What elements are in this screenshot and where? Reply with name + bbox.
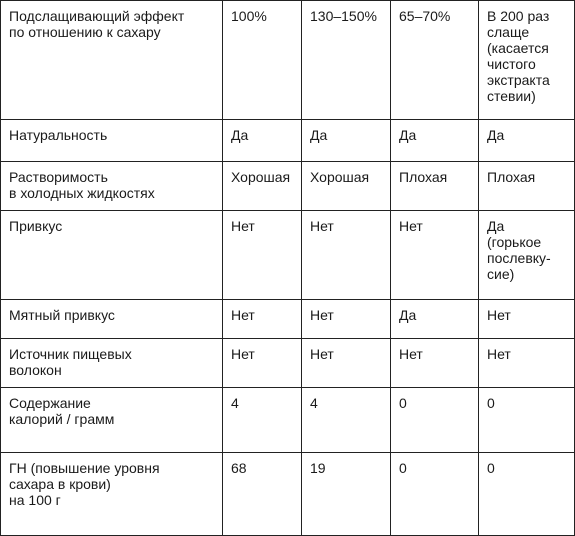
table-row (1, 211, 575, 300)
table-row (1, 339, 575, 388)
table-cell: 4 (223, 388, 302, 453)
table-cell: 100% (223, 1, 302, 120)
table-cell: 19 (302, 453, 391, 536)
table-cell: Да (391, 120, 479, 162)
table-row (1, 300, 575, 339)
table-cell: Хорошая (223, 162, 302, 211)
row-label-solubility: Растворимость в холодных жидкостях (1, 162, 223, 211)
row-label-mint-aftertaste: Мятный привкус (1, 300, 223, 339)
table-cell: Нет (223, 300, 302, 339)
table-cell: 130–150% (302, 1, 391, 120)
table-cell: Нет (223, 211, 302, 300)
row-label-dietary-fiber: Источник пищевых волокон (1, 339, 223, 388)
table-cell: 4 (302, 388, 391, 453)
table-cell: 0 (391, 453, 479, 536)
row-label-glycemic-load: ГН (повышение уровня сахара в крови) на 100 г (1, 453, 223, 536)
table-cell: Нет (302, 211, 391, 300)
table-cell: Плохая (479, 162, 575, 211)
table-cell: Да (горькое послевку- сие) (479, 211, 575, 300)
table-cell: Нет (302, 339, 391, 388)
row-label-aftertaste: Привкус (1, 211, 223, 300)
table-cell: Да (479, 120, 575, 162)
table-cell: Нет (391, 339, 479, 388)
table-row (1, 453, 575, 536)
table-cell: Нет (479, 300, 575, 339)
table-cell: Нет (302, 300, 391, 339)
table-cell: Нет (391, 211, 479, 300)
table-row (1, 120, 575, 162)
table-cell: 0 (391, 388, 479, 453)
table-cell: Да (302, 120, 391, 162)
row-label-naturalness: Натуральность (1, 120, 223, 162)
table-cell: Плохая (391, 162, 479, 211)
table-cell: 0 (479, 388, 575, 453)
row-label-sweetening-effect: Подслащивающий эффект по отношению к сахару (1, 1, 223, 120)
table-cell: В 200 раз слаще (касается чистого экстракта стевии) (479, 1, 575, 120)
table-cell: Да (391, 300, 479, 339)
table-cell: Хорошая (302, 162, 391, 211)
table-row (1, 388, 575, 453)
table-cell: Нет (479, 339, 575, 388)
row-label-calories: Содержание калорий / грамм (1, 388, 223, 453)
table-cell: 65–70% (391, 1, 479, 120)
table-cell: 68 (223, 453, 302, 536)
table-row (1, 1, 575, 120)
table-cell: 0 (479, 453, 575, 536)
table-row (1, 162, 575, 211)
table-cell: Нет (223, 339, 302, 388)
table-cell: Да (223, 120, 302, 162)
